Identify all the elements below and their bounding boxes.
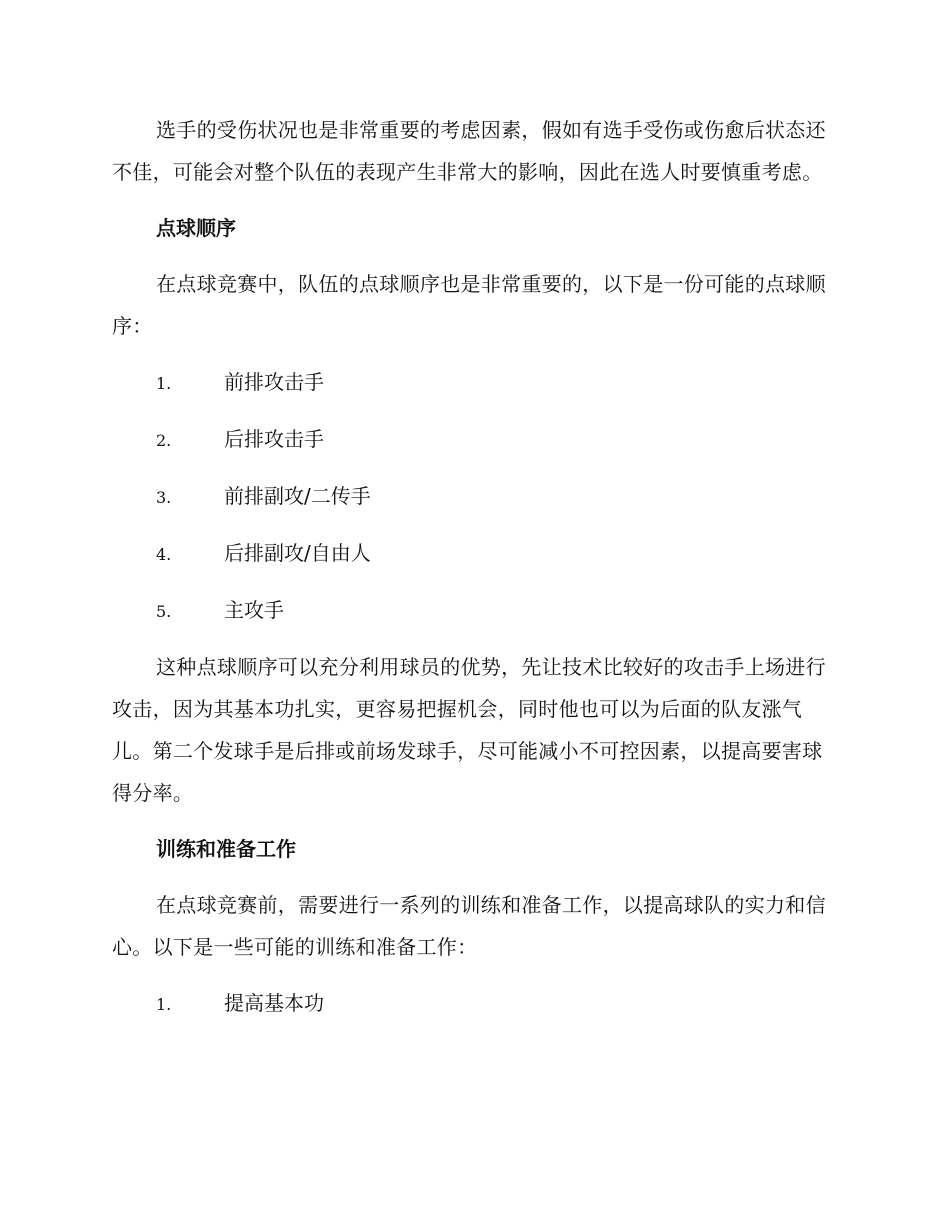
paragraph-training-intro: 在点球竞赛前，需要进行一系列的训练和准备工作，以提高球队的实力和信心。以下是一些可能的训练和准备工作： (112, 893, 826, 959)
list-item (112, 361, 832, 403)
list-item-number: 3. (156, 488, 172, 507)
list-item-number: 1. (156, 374, 172, 393)
list-item-text: 前排副攻/二传手 (224, 484, 371, 508)
list-item (112, 532, 832, 574)
list-item-number: 4. (156, 545, 172, 564)
list-item (112, 589, 832, 631)
list-item (112, 418, 832, 460)
list-item-number: 5. (156, 602, 172, 621)
section-heading-training: 训练和准备工作 (156, 837, 296, 861)
paragraph-penalty-intro: 在点球竞赛中，队伍的点球顺序也是非常重要的，以下是一份可能的点球顺序： (112, 272, 826, 338)
list-item-number: 2. (156, 431, 172, 450)
list-item-text: 后排副攻/自由人 (224, 541, 371, 565)
list-item-text: 前排攻击手 (224, 370, 324, 394)
list-item (112, 982, 832, 1024)
section-heading-penalty-order: 点球顺序 (156, 216, 236, 240)
paragraph-penalty-explanation: 这种点球顺序可以充分利用球员的优势，先让技术比较好的攻击手上场进行攻击，因为其基本功扎实，更容易把握机会，同时他也可以为后面的队友涨气儿。第二个发球手是后排或前场发球手，尽可能减小不可控因素，以提高要害球得分率。 (112, 655, 826, 805)
training-list (112, 982, 832, 1024)
list-item (112, 475, 832, 517)
paragraph-injury: 选手的受伤状况也是非常重要的考虑因素，假如有选手受伤或伤愈后状态还不佳，可能会对整个队伍的表现产生非常大的影响，因此在选人时要慎重考虑。 (112, 118, 826, 184)
list-item-number: 1. (156, 995, 172, 1014)
penalty-order-list (112, 361, 832, 631)
list-item-text: 主攻手 (224, 598, 284, 622)
list-item-text: 后排攻击手 (224, 427, 324, 451)
list-item-text: 提高基本功 (224, 991, 324, 1015)
document-body (112, 109, 832, 1039)
